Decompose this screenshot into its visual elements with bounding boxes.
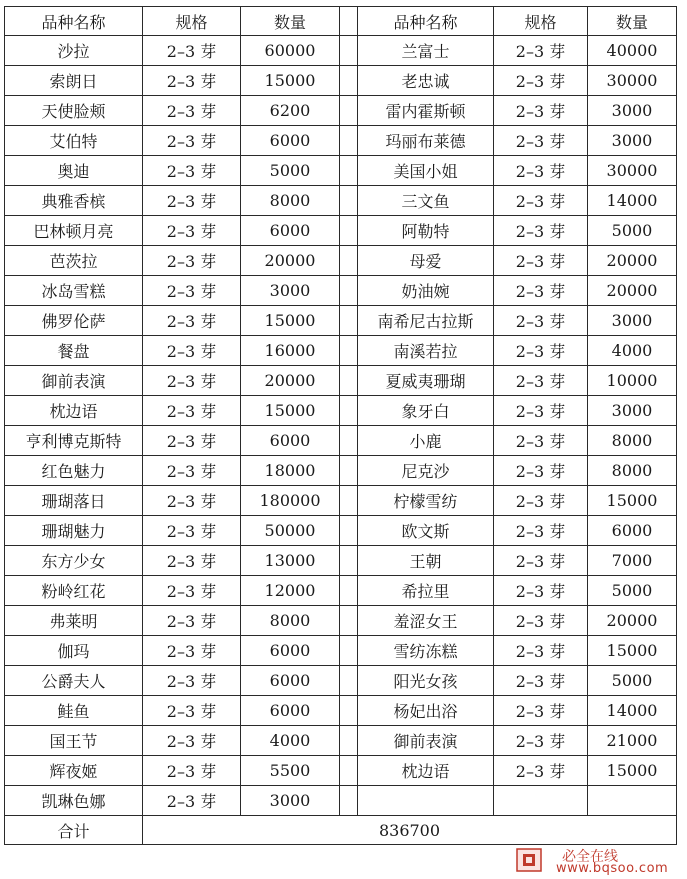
right-spec-cell: 2–3 芽 bbox=[494, 306, 588, 336]
column-gap bbox=[340, 276, 358, 306]
left-name-cell: 巴林顿月亮 bbox=[5, 216, 143, 246]
right-name-cell: 羞涩女王 bbox=[358, 606, 494, 636]
right-spec-cell: 2–3 芽 bbox=[494, 36, 588, 66]
left-spec-cell: 2–3 芽 bbox=[143, 426, 241, 456]
table-row bbox=[5, 636, 677, 666]
left-spec-cell: 2–3 芽 bbox=[143, 36, 241, 66]
right-name-cell: 阿勒特 bbox=[358, 216, 494, 246]
right-spec-cell: 2–3 芽 bbox=[494, 276, 588, 306]
table-row bbox=[5, 276, 677, 306]
left-qty-cell: 6000 bbox=[241, 636, 340, 666]
column-gap bbox=[340, 246, 358, 276]
left-qty-cell: 20000 bbox=[241, 246, 340, 276]
column-gap bbox=[340, 666, 358, 696]
table-row bbox=[5, 336, 677, 366]
right-spec-cell: 2–3 芽 bbox=[494, 96, 588, 126]
column-gap bbox=[340, 66, 358, 96]
left-qty-cell: 6000 bbox=[241, 216, 340, 246]
left-name-cell: 佛罗伦萨 bbox=[5, 306, 143, 336]
column-gap bbox=[340, 36, 358, 66]
left-name-cell: 东方少女 bbox=[5, 546, 143, 576]
right-spec-cell: 2–3 芽 bbox=[494, 456, 588, 486]
table-row bbox=[5, 126, 677, 156]
right-spec-cell: 2–3 芽 bbox=[494, 726, 588, 756]
left-spec-cell: 2–3 芽 bbox=[143, 96, 241, 126]
right-name-cell: 老忠诚 bbox=[358, 66, 494, 96]
table-row bbox=[5, 576, 677, 606]
left-name-cell: 餐盘 bbox=[5, 336, 143, 366]
left-name-cell: 亨利博克斯特 bbox=[5, 426, 143, 456]
right-qty-cell: 15000 bbox=[588, 636, 677, 666]
right-spec-cell: 2–3 芽 bbox=[494, 156, 588, 186]
table-row bbox=[5, 456, 677, 486]
right-spec-cell bbox=[494, 786, 588, 816]
right-qty-cell: 21000 bbox=[588, 726, 677, 756]
left-name-cell: 弗莱明 bbox=[5, 606, 143, 636]
table-row bbox=[5, 426, 677, 456]
right-spec-cell: 2–3 芽 bbox=[494, 756, 588, 786]
column-gap bbox=[340, 306, 358, 336]
right-qty-cell: 15000 bbox=[588, 756, 677, 786]
right-name-cell: 兰富士 bbox=[358, 36, 494, 66]
right-qty-cell: 3000 bbox=[588, 396, 677, 426]
right-qty-cell: 4000 bbox=[588, 336, 677, 366]
column-gap bbox=[340, 156, 358, 186]
column-gap bbox=[340, 636, 358, 666]
column-gap bbox=[340, 396, 358, 426]
right-name-cell: 雷内霍斯顿 bbox=[358, 96, 494, 126]
left-spec-cell: 2–3 芽 bbox=[143, 156, 241, 186]
left-qty-cell: 13000 bbox=[241, 546, 340, 576]
right-name-cell: 御前表演 bbox=[358, 726, 494, 756]
left-qty-cell: 3000 bbox=[241, 276, 340, 306]
right-qty-cell: 3000 bbox=[588, 306, 677, 336]
total-value: 836700 bbox=[143, 816, 677, 845]
right-name-cell: 母爱 bbox=[358, 246, 494, 276]
column-gap bbox=[340, 366, 358, 396]
right-name-cell: 象牙白 bbox=[358, 396, 494, 426]
left-name-cell: 奥迪 bbox=[5, 156, 143, 186]
right-qty-cell: 14000 bbox=[588, 696, 677, 726]
right-qty-cell: 6000 bbox=[588, 516, 677, 546]
column-gap bbox=[340, 786, 358, 816]
left-spec-cell: 2–3 芽 bbox=[143, 576, 241, 606]
right-spec-cell: 2–3 芽 bbox=[494, 126, 588, 156]
table-row bbox=[5, 756, 677, 786]
column-gap bbox=[340, 456, 358, 486]
left-qty-cell: 6000 bbox=[241, 126, 340, 156]
left-name-cell: 御前表演 bbox=[5, 366, 143, 396]
header-name-right: 品种名称 bbox=[358, 7, 494, 36]
right-qty-cell: 7000 bbox=[588, 546, 677, 576]
header-qty-right: 数量 bbox=[588, 7, 677, 36]
left-spec-cell: 2–3 芽 bbox=[143, 366, 241, 396]
left-qty-cell: 50000 bbox=[241, 516, 340, 546]
flower-stock-table bbox=[4, 6, 677, 845]
total-row bbox=[5, 816, 677, 845]
column-gap bbox=[340, 336, 358, 366]
table-row bbox=[5, 666, 677, 696]
right-spec-cell: 2–3 芽 bbox=[494, 606, 588, 636]
column-gap bbox=[340, 7, 358, 36]
column-gap bbox=[340, 216, 358, 246]
left-spec-cell: 2–3 芽 bbox=[143, 486, 241, 516]
watermark-site-name: 必全在线 bbox=[562, 849, 618, 865]
left-name-cell: 珊瑚落日 bbox=[5, 486, 143, 516]
left-spec-cell: 2–3 芽 bbox=[143, 276, 241, 306]
left-spec-cell: 2–3 芽 bbox=[143, 696, 241, 726]
right-qty-cell: 10000 bbox=[588, 366, 677, 396]
right-name-cell: 南希尼古拉斯 bbox=[358, 306, 494, 336]
left-name-cell: 沙拉 bbox=[5, 36, 143, 66]
left-name-cell: 天使脸颊 bbox=[5, 96, 143, 126]
table-row bbox=[5, 786, 677, 816]
left-qty-cell: 5000 bbox=[241, 156, 340, 186]
header-row bbox=[5, 7, 677, 36]
right-name-cell: 奶油婉 bbox=[358, 276, 494, 306]
left-name-cell: 凯琳色娜 bbox=[5, 786, 143, 816]
column-gap bbox=[340, 726, 358, 756]
table-row bbox=[5, 486, 677, 516]
right-name-cell: 杨妃出浴 bbox=[358, 696, 494, 726]
right-qty-cell: 5000 bbox=[588, 576, 677, 606]
left-spec-cell: 2–3 芽 bbox=[143, 216, 241, 246]
left-spec-cell: 2–3 芽 bbox=[143, 66, 241, 96]
left-spec-cell: 2–3 芽 bbox=[143, 726, 241, 756]
right-name-cell: 阳光女孩 bbox=[358, 666, 494, 696]
left-spec-cell: 2–3 芽 bbox=[143, 516, 241, 546]
table-row bbox=[5, 216, 677, 246]
left-qty-cell: 6000 bbox=[241, 666, 340, 696]
header-spec-left: 规格 bbox=[143, 7, 241, 36]
right-spec-cell: 2–3 芽 bbox=[494, 246, 588, 276]
right-qty-cell: 5000 bbox=[588, 666, 677, 696]
left-name-cell: 鲑鱼 bbox=[5, 696, 143, 726]
right-spec-cell: 2–3 芽 bbox=[494, 516, 588, 546]
site-logo-icon bbox=[516, 848, 542, 872]
right-spec-cell: 2–3 芽 bbox=[494, 216, 588, 246]
table-row bbox=[5, 366, 677, 396]
right-spec-cell: 2–3 芽 bbox=[494, 696, 588, 726]
right-qty-cell: 8000 bbox=[588, 456, 677, 486]
right-name-cell: 玛丽布莱德 bbox=[358, 126, 494, 156]
right-spec-cell: 2–3 芽 bbox=[494, 576, 588, 606]
column-gap bbox=[340, 696, 358, 726]
table-row bbox=[5, 546, 677, 576]
header-qty-left: 数量 bbox=[241, 7, 340, 36]
right-spec-cell: 2–3 芽 bbox=[494, 66, 588, 96]
left-spec-cell: 2–3 芽 bbox=[143, 756, 241, 786]
left-qty-cell: 5500 bbox=[241, 756, 340, 786]
left-qty-cell: 15000 bbox=[241, 396, 340, 426]
left-name-cell: 索朗日 bbox=[5, 66, 143, 96]
left-name-cell: 辉夜姬 bbox=[5, 756, 143, 786]
left-qty-cell: 15000 bbox=[241, 66, 340, 96]
right-name-cell: 三文鱼 bbox=[358, 186, 494, 216]
left-name-cell: 红色魅力 bbox=[5, 456, 143, 486]
right-qty-cell: 40000 bbox=[588, 36, 677, 66]
header-name-left: 品种名称 bbox=[5, 7, 143, 36]
column-gap bbox=[340, 186, 358, 216]
right-name-cell: 美国小姐 bbox=[358, 156, 494, 186]
left-name-cell: 伽玛 bbox=[5, 636, 143, 666]
right-spec-cell: 2–3 芽 bbox=[494, 366, 588, 396]
total-label: 合计 bbox=[5, 816, 143, 845]
left-spec-cell: 2–3 芽 bbox=[143, 666, 241, 696]
table-row bbox=[5, 726, 677, 756]
column-gap bbox=[340, 546, 358, 576]
left-name-cell: 芭茨拉 bbox=[5, 246, 143, 276]
right-name-cell: 柠檬雪纺 bbox=[358, 486, 494, 516]
right-spec-cell: 2–3 芽 bbox=[494, 636, 588, 666]
right-name-cell: 王朝 bbox=[358, 546, 494, 576]
table-row bbox=[5, 186, 677, 216]
left-qty-cell: 180000 bbox=[241, 486, 340, 516]
right-name-cell: 尼克沙 bbox=[358, 456, 494, 486]
right-name-cell: 南溪若拉 bbox=[358, 336, 494, 366]
right-spec-cell: 2–3 芽 bbox=[494, 336, 588, 366]
left-qty-cell: 16000 bbox=[241, 336, 340, 366]
right-qty-cell: 30000 bbox=[588, 156, 677, 186]
right-spec-cell: 2–3 芽 bbox=[494, 396, 588, 426]
right-spec-cell: 2–3 芽 bbox=[494, 666, 588, 696]
left-spec-cell: 2–3 芽 bbox=[143, 636, 241, 666]
left-qty-cell: 60000 bbox=[241, 36, 340, 66]
right-spec-cell: 2–3 芽 bbox=[494, 186, 588, 216]
table-row bbox=[5, 66, 677, 96]
column-gap bbox=[340, 426, 358, 456]
table-row bbox=[5, 156, 677, 186]
left-spec-cell: 2–3 芽 bbox=[143, 246, 241, 276]
right-name-cell: 雪纺冻糕 bbox=[358, 636, 494, 666]
right-qty-cell: 20000 bbox=[588, 276, 677, 306]
left-name-cell: 粉岭红花 bbox=[5, 576, 143, 606]
right-qty-cell: 15000 bbox=[588, 486, 677, 516]
table-row bbox=[5, 36, 677, 66]
column-gap bbox=[340, 126, 358, 156]
right-qty-cell: 3000 bbox=[588, 96, 677, 126]
left-name-cell: 公爵夫人 bbox=[5, 666, 143, 696]
right-spec-cell: 2–3 芽 bbox=[494, 486, 588, 516]
left-qty-cell: 8000 bbox=[241, 186, 340, 216]
left-qty-cell: 3000 bbox=[241, 786, 340, 816]
left-spec-cell: 2–3 芽 bbox=[143, 336, 241, 366]
left-name-cell: 典雅香槟 bbox=[5, 186, 143, 216]
table-row bbox=[5, 96, 677, 126]
right-name-cell bbox=[358, 786, 494, 816]
right-name-cell: 夏威夷珊瑚 bbox=[358, 366, 494, 396]
watermark-url: www.bqsoo.com bbox=[556, 861, 669, 876]
right-qty-cell: 8000 bbox=[588, 426, 677, 456]
left-spec-cell: 2–3 芽 bbox=[143, 306, 241, 336]
column-gap bbox=[340, 96, 358, 126]
right-qty-cell: 20000 bbox=[588, 606, 677, 636]
column-gap bbox=[340, 486, 358, 516]
column-gap bbox=[340, 576, 358, 606]
left-qty-cell: 8000 bbox=[241, 606, 340, 636]
left-name-cell: 枕边语 bbox=[5, 396, 143, 426]
right-qty-cell: 5000 bbox=[588, 216, 677, 246]
left-spec-cell: 2–3 芽 bbox=[143, 186, 241, 216]
table-row bbox=[5, 606, 677, 636]
table-row bbox=[5, 516, 677, 546]
left-qty-cell: 4000 bbox=[241, 726, 340, 756]
right-qty-cell: 30000 bbox=[588, 66, 677, 96]
left-qty-cell: 20000 bbox=[241, 366, 340, 396]
watermark bbox=[516, 846, 681, 876]
right-qty-cell: 14000 bbox=[588, 186, 677, 216]
left-spec-cell: 2–3 芽 bbox=[143, 456, 241, 486]
left-spec-cell: 2–3 芽 bbox=[143, 396, 241, 426]
left-qty-cell: 18000 bbox=[241, 456, 340, 486]
table-row bbox=[5, 246, 677, 276]
table-row bbox=[5, 306, 677, 336]
left-qty-cell: 6200 bbox=[241, 96, 340, 126]
column-gap bbox=[340, 606, 358, 636]
left-qty-cell: 6000 bbox=[241, 426, 340, 456]
left-name-cell: 国王节 bbox=[5, 726, 143, 756]
left-qty-cell: 6000 bbox=[241, 696, 340, 726]
right-name-cell: 枕边语 bbox=[358, 756, 494, 786]
right-qty-cell: 3000 bbox=[588, 126, 677, 156]
header-spec-right: 规格 bbox=[494, 7, 588, 36]
right-name-cell: 欧文斯 bbox=[358, 516, 494, 546]
right-spec-cell: 2–3 芽 bbox=[494, 546, 588, 576]
left-name-cell: 冰岛雪糕 bbox=[5, 276, 143, 306]
left-spec-cell: 2–3 芽 bbox=[143, 786, 241, 816]
right-name-cell: 小鹿 bbox=[358, 426, 494, 456]
column-gap bbox=[340, 516, 358, 546]
right-qty-cell: 20000 bbox=[588, 246, 677, 276]
right-spec-cell: 2–3 芽 bbox=[494, 426, 588, 456]
left-name-cell: 艾伯特 bbox=[5, 126, 143, 156]
left-spec-cell: 2–3 芽 bbox=[143, 606, 241, 636]
left-qty-cell: 15000 bbox=[241, 306, 340, 336]
table-row bbox=[5, 396, 677, 426]
left-qty-cell: 12000 bbox=[241, 576, 340, 606]
table-row bbox=[5, 696, 677, 726]
right-name-cell: 希拉里 bbox=[358, 576, 494, 606]
right-qty-cell bbox=[588, 786, 677, 816]
column-gap bbox=[340, 756, 358, 786]
left-name-cell: 珊瑚魅力 bbox=[5, 516, 143, 546]
left-spec-cell: 2–3 芽 bbox=[143, 546, 241, 576]
left-spec-cell: 2–3 芽 bbox=[143, 126, 241, 156]
